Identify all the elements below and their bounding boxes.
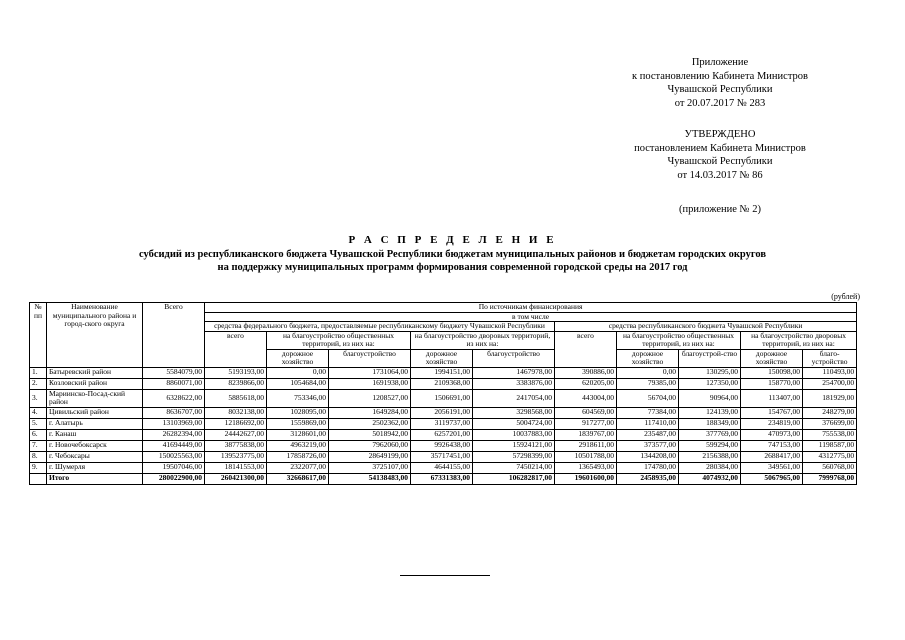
- row-value: 7450214,00: [473, 462, 555, 473]
- row-value: 443004,00: [555, 389, 617, 407]
- row-name: Цивильский район: [47, 407, 143, 418]
- row-value: 5885618,00: [205, 389, 267, 407]
- header-fed-yard: на благоустройство дворовых территорий, из них на:: [411, 331, 555, 349]
- table-row: [30, 462, 857, 473]
- header-road: дорожное хозяйство: [411, 349, 473, 367]
- row-value: 390886,00: [555, 367, 617, 378]
- row-value: 77384,00: [617, 407, 679, 418]
- row-value: 26282394,00: [143, 429, 205, 440]
- approved-block: [600, 128, 840, 182]
- header-road: дорожное хозяйство: [741, 349, 803, 367]
- row-value: 127350,00: [679, 378, 741, 389]
- row-value: 1559869,00: [267, 418, 329, 429]
- row-value: 188349,00: [679, 418, 741, 429]
- row-value: 470973,00: [741, 429, 803, 440]
- row-value: 38775838,00: [205, 440, 267, 451]
- row-value: 2056191,00: [411, 407, 473, 418]
- row-value: 32668617,00: [267, 473, 329, 484]
- row-value: 8860071,00: [143, 378, 205, 389]
- row-value: 139523775,00: [205, 451, 267, 462]
- row-value: 1839767,00: [555, 429, 617, 440]
- row-value: 3119737,00: [411, 418, 473, 429]
- row-value: 599294,00: [679, 440, 741, 451]
- row-value: 106282817,00: [473, 473, 555, 484]
- row-number: 6.: [30, 429, 47, 440]
- row-value: 57298399,00: [473, 451, 555, 462]
- row-value: 130295,00: [679, 367, 741, 378]
- row-value: 376699,00: [803, 418, 857, 429]
- row-name: Итого: [47, 473, 143, 484]
- row-value: 1691938,00: [329, 378, 411, 389]
- row-value: 234819,00: [741, 418, 803, 429]
- row-value: 3725107,00: [329, 462, 411, 473]
- row-value: 150098,00: [741, 367, 803, 378]
- approval-line: Чувашской Республики: [667, 84, 773, 95]
- row-value: 4312775,00: [803, 451, 857, 462]
- row-number: 5.: [30, 418, 47, 429]
- approval-line: Приложение: [691, 57, 749, 68]
- table-row: [30, 367, 857, 378]
- approved-line: от 14.03.2017 № 86: [677, 169, 763, 181]
- row-value: 1208527,00: [329, 389, 411, 407]
- row-value: 2502362,00: [329, 418, 411, 429]
- row-value: 1731064,00: [329, 367, 411, 378]
- approval-line: к постановлению Кабинета Министров: [632, 70, 808, 82]
- row-value: 2417054,00: [473, 389, 555, 407]
- row-value: 10501788,00: [555, 451, 617, 462]
- row-number: [30, 473, 47, 484]
- row-number: 3.: [30, 389, 47, 407]
- row-value: 280384,00: [679, 462, 741, 473]
- row-value: 373577,00: [617, 440, 679, 451]
- approval-line: от 20.07.2017 № 283: [674, 97, 766, 109]
- row-value: 124139,00: [679, 407, 741, 418]
- row-name: г. Канаш: [47, 429, 143, 440]
- row-value: 755538,00: [803, 429, 857, 440]
- document-title: [0, 233, 905, 274]
- row-value: 747153,00: [741, 440, 803, 451]
- distribution-table: [29, 302, 857, 485]
- table-row: [30, 440, 857, 451]
- row-value: 2918611,00: [555, 440, 617, 451]
- header-rep-total: всего: [555, 331, 617, 367]
- row-value: 917277,00: [555, 418, 617, 429]
- header-improve: благоустрой-ство: [679, 349, 741, 367]
- row-value: 2109368,00: [411, 378, 473, 389]
- row-value: 154767,00: [741, 407, 803, 418]
- row-value: 560768,00: [803, 462, 857, 473]
- row-value: 18141553,00: [205, 462, 267, 473]
- row-value: 110493,00: [803, 367, 857, 378]
- row-value: 174780,00: [617, 462, 679, 473]
- table-row: [30, 429, 857, 440]
- row-value: 1344208,00: [617, 451, 679, 462]
- row-value: 280022900,00: [143, 473, 205, 484]
- row-value: 8032138,00: [205, 407, 267, 418]
- approval-appendix-block: [600, 56, 840, 110]
- approved-line: УТВЕРЖДЕНО: [684, 129, 756, 140]
- row-value: 2322077,00: [267, 462, 329, 473]
- row-value: 19601600,00: [555, 473, 617, 484]
- row-value: 248279,00: [803, 407, 857, 418]
- row-value: 79385,00: [617, 378, 679, 389]
- row-value: 2156388,00: [679, 451, 741, 462]
- header-fed-total: всего: [205, 331, 267, 367]
- table-row: [30, 389, 857, 407]
- row-value: 8239866,00: [205, 378, 267, 389]
- row-value: 13103969,00: [143, 418, 205, 429]
- row-value: 1028095,00: [267, 407, 329, 418]
- row-value: 181929,00: [803, 389, 857, 407]
- row-value: 7962060,00: [329, 440, 411, 451]
- row-name: г. Шумерля: [47, 462, 143, 473]
- row-number: 8.: [30, 451, 47, 462]
- header-road: дорожное хозяйство: [617, 349, 679, 367]
- row-value: 35717451,00: [411, 451, 473, 462]
- row-value: 0,00: [617, 367, 679, 378]
- table-row: [30, 451, 857, 462]
- header-total: Всего: [143, 303, 205, 368]
- row-value: 620205,00: [555, 378, 617, 389]
- row-number: 9.: [30, 462, 47, 473]
- row-value: 377769,00: [679, 429, 741, 440]
- header-name: Наименование муниципального района и город-ского округа: [47, 303, 143, 368]
- row-value: 113407,00: [741, 389, 803, 407]
- row-name: г. Новочебоксарск: [47, 440, 143, 451]
- row-value: 1467978,00: [473, 367, 555, 378]
- header-federal: средства федерального бюджета, предоставляемые республиканскому бюджету Чувашской Республики: [205, 322, 555, 332]
- header-fed-public: на благоустройство общественных территорий, из них на:: [267, 331, 411, 349]
- row-value: 2458935,00: [617, 473, 679, 484]
- row-value: 2688417,00: [741, 451, 803, 462]
- row-value: 349561,00: [741, 462, 803, 473]
- header-improve: благоустройство: [329, 349, 411, 367]
- row-value: 235487,00: [617, 429, 679, 440]
- appendix-note: (приложение № 2): [679, 204, 761, 215]
- row-number: 2.: [30, 378, 47, 389]
- row-value: 54138483,00: [329, 473, 411, 484]
- row-value: 4644155,00: [411, 462, 473, 473]
- row-value: 8636707,00: [143, 407, 205, 418]
- row-value: 150025563,00: [143, 451, 205, 462]
- row-value: 1198587,00: [803, 440, 857, 451]
- row-number: 1.: [30, 367, 47, 378]
- footer-divider: [400, 575, 490, 576]
- row-value: 158770,00: [741, 378, 803, 389]
- row-value: 56704,00: [617, 389, 679, 407]
- row-value: 7999768,00: [803, 473, 857, 484]
- row-value: 12186692,00: [205, 418, 267, 429]
- header-rep-yard: на благоустройство дворовых территорий, из них на:: [741, 331, 857, 349]
- row-value: 5584079,00: [143, 367, 205, 378]
- table-body: [30, 367, 857, 484]
- row-value: 260421300,00: [205, 473, 267, 484]
- row-value: 753346,00: [267, 389, 329, 407]
- row-name: г. Чебоксары: [47, 451, 143, 462]
- header-improve: благо-устройство: [803, 349, 857, 367]
- row-value: 5004724,00: [473, 418, 555, 429]
- approved-line: Чувашской Республики: [667, 156, 773, 167]
- row-value: 254700,00: [803, 378, 857, 389]
- row-value: 15924121,00: [473, 440, 555, 451]
- header-sources: По источникам финансирования: [205, 303, 857, 313]
- row-value: 9926438,00: [411, 440, 473, 451]
- title-main: Р А С П Р Е Д Е Л Е Н И Е: [348, 234, 557, 246]
- row-value: 41694449,00: [143, 440, 205, 451]
- row-value: 10037883,00: [473, 429, 555, 440]
- header-republic: средства республиканского бюджета Чувашской Республики: [555, 322, 857, 332]
- row-value: 3298568,00: [473, 407, 555, 418]
- title-sub-1: субсидий из республиканского бюджета Чувашской Республики бюджетам муниципальных районов и бюджетам городских округов: [138, 249, 767, 260]
- row-value: 5018942,00: [329, 429, 411, 440]
- row-value: 1649284,00: [329, 407, 411, 418]
- table-row: [30, 418, 857, 429]
- approved-line: постановлением Кабинета Министров: [634, 142, 806, 154]
- row-value: 1365493,00: [555, 462, 617, 473]
- table-row: [30, 407, 857, 418]
- row-name: Козловский район: [47, 378, 143, 389]
- row-value: 4074932,00: [679, 473, 741, 484]
- row-value: 67331383,00: [411, 473, 473, 484]
- row-value: 117410,00: [617, 418, 679, 429]
- row-value: 24442627,00: [205, 429, 267, 440]
- title-sub-2: на поддержку муниципальных программ формирования современной городской среды на 2017 год: [217, 262, 688, 273]
- row-name: Мариинско-Посад-ский район: [47, 389, 143, 407]
- row-name: Батыревский район: [47, 367, 143, 378]
- header-num: № пп: [30, 303, 47, 368]
- row-value: 4963219,00: [267, 440, 329, 451]
- row-number: 7.: [30, 440, 47, 451]
- table-total-row: [30, 473, 857, 484]
- row-value: 90964,00: [679, 389, 741, 407]
- header-including: в том числе: [205, 312, 857, 322]
- row-value: 1506691,00: [411, 389, 473, 407]
- row-value: 6257201,00: [411, 429, 473, 440]
- row-number: 4.: [30, 407, 47, 418]
- row-value: 6328622,00: [143, 389, 205, 407]
- row-value: 604569,00: [555, 407, 617, 418]
- row-value: 28649199,00: [329, 451, 411, 462]
- row-name: г. Алатырь: [47, 418, 143, 429]
- row-value: 5067965,00: [741, 473, 803, 484]
- row-value: 1054684,00: [267, 378, 329, 389]
- header-rep-public: на благоустройство общественных территорий, из них на:: [617, 331, 741, 349]
- currency-note: (рублей): [831, 292, 860, 301]
- row-value: 19507046,00: [143, 462, 205, 473]
- row-value: 17858726,00: [267, 451, 329, 462]
- row-value: 0,00: [267, 367, 329, 378]
- row-value: 3128601,00: [267, 429, 329, 440]
- header-improve: благоустройство: [473, 349, 555, 367]
- header-road: дорожное хозяйство: [267, 349, 329, 367]
- table-row: [30, 378, 857, 389]
- row-value: 5193193,00: [205, 367, 267, 378]
- row-value: 3383876,00: [473, 378, 555, 389]
- row-value: 1994151,00: [411, 367, 473, 378]
